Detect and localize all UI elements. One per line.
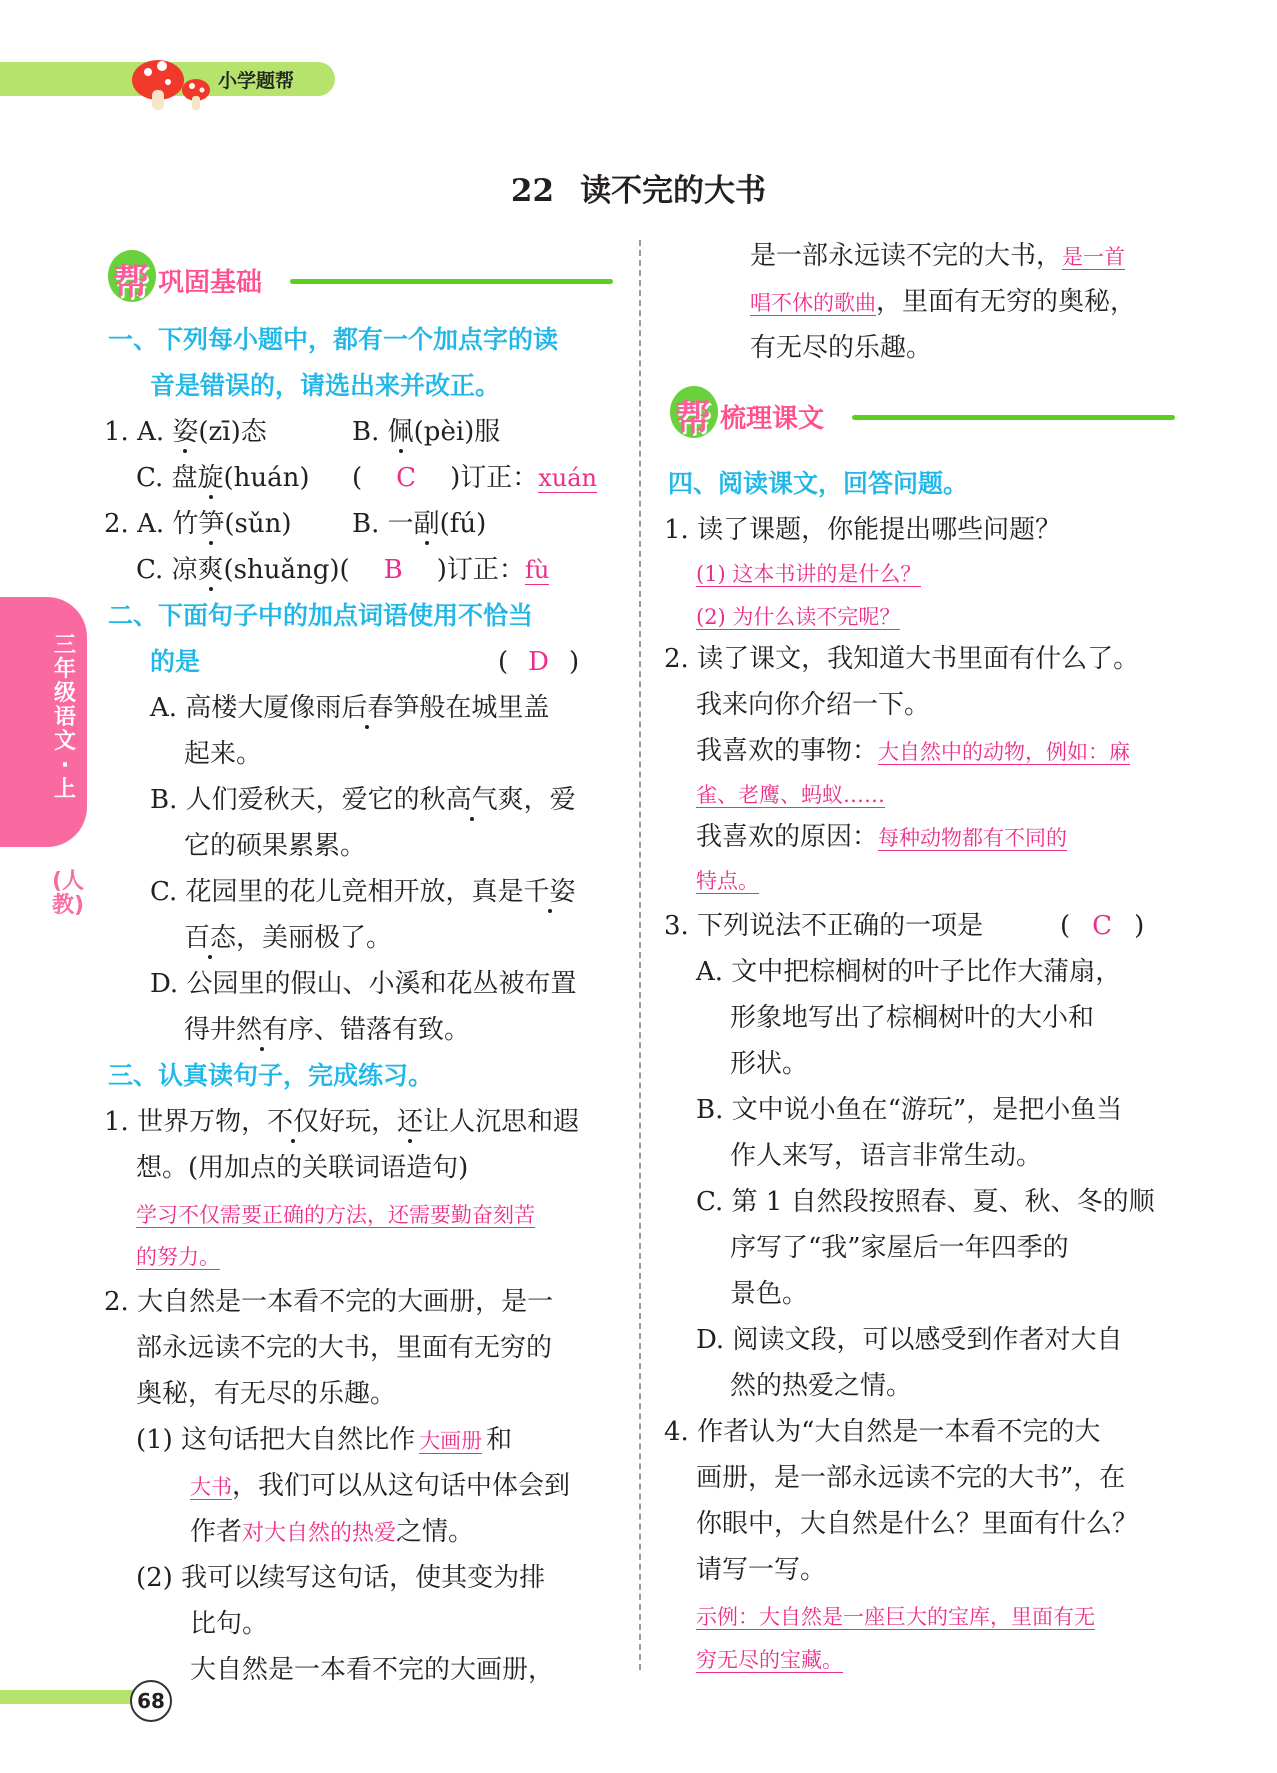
q3-2-1-line1: (1) 这句话把大自然比作 大画册 和	[136, 1425, 513, 1455]
q4-3-c1: C. 第 1 自然段按照春、夏、秋、冬的顺	[696, 1187, 1155, 1217]
q4-2-line2: 我来向你介绍一下。	[696, 690, 931, 720]
q4-2-like: 我喜欢的事物：大自然中的动物，例如：麻	[696, 736, 1131, 766]
q3-2-2-line3: 大自然是一本看不完的大画册，	[190, 1655, 555, 1685]
q4-2-like-cont: 雀、老鹰、蚂蚁……	[696, 783, 885, 807]
q3-2-line2: 部永远读不完的大书，里面有无穷的	[136, 1333, 553, 1363]
edition-label: (人教)	[52, 869, 85, 918]
q4-4-answer-2: 穷无尽的宝藏。	[696, 1648, 843, 1672]
section-badge-review: 帮 梳理课文	[670, 386, 1175, 436]
q4-3-answer: ( C )	[1060, 911, 1145, 941]
q2-heading-1: 二、下面句子中的加点词语使用不恰当	[108, 601, 534, 630]
cont-line1: 是一部永远读不完的大书，是一首	[750, 241, 1126, 271]
q4-1-answer-1: (1) 这本书讲的是什么？	[696, 562, 922, 586]
q1-1-c: C. 盘旋(huán)	[136, 463, 310, 493]
q4-4-line3: 你眼中，大自然是什么？里面有什么？	[696, 1509, 1139, 1539]
q4-3-a2: 形象地写出了棕榈树叶的大小和	[730, 1003, 1095, 1033]
q2-heading-2: 的是	[150, 647, 201, 676]
cont-line2: 唱不休的歌曲，里面有无穷的奥秘，	[750, 287, 1137, 317]
q2-option-a: A. 高楼大厦像雨后春笋般在城里盖	[150, 693, 550, 723]
q1-1-answer: ( C )订正：xuán	[352, 463, 597, 493]
q4-2-why: 我喜欢的原因：每种动物都有不同的	[696, 822, 1068, 852]
q3-2-1-line3: 作者对大自然的热爱之情。	[190, 1517, 475, 1547]
q4-1: 1. 读了课题，你能提出哪些问题？	[664, 515, 1062, 545]
q2-option-d-cont: 得井然有序、错落有致。	[184, 1015, 471, 1045]
q4-1-answer-2: (2) 为什么读不完呢？	[696, 605, 901, 629]
q3-2-1-line2: 大书，我们可以从这句话中体会到	[190, 1471, 571, 1501]
q3-heading: 三、认真读句子，完成练习。	[108, 1061, 434, 1090]
section-badge-basics: 帮 巩固基础	[108, 250, 613, 300]
footer-band	[0, 1690, 150, 1704]
q3-1-answer-2: 的努力。	[136, 1245, 220, 1269]
q3-1-line1: 1. 世界万物，不仅好玩，还让人沉思和遐	[104, 1107, 580, 1137]
q4-2-why-cont: 特点。	[696, 869, 759, 893]
q4-3-c3: 景色。	[730, 1279, 809, 1309]
q4-3-b1: B. 文中说小鱼在“游玩”，是把小鱼当	[696, 1095, 1123, 1125]
q1-2-b: B. 一副(fú)	[352, 509, 487, 539]
q4-3-d1: D. 阅读文段，可以感受到作者对大自	[696, 1325, 1123, 1355]
q1-heading-1: 一、下列每小题中，都有一个加点字的读	[108, 325, 559, 354]
q4-3-line1: 3. 下列说法不正确的一项是	[664, 911, 984, 941]
header-label: 小学题帮	[218, 70, 295, 92]
q4-heading: 四、阅读课文，回答问题。	[668, 469, 969, 498]
q3-2-2-line1: (2) 我可以续写这句话，使其变为排	[136, 1563, 546, 1593]
q2-option-d: D. 公园里的假山、小溪和花丛被布置	[150, 969, 577, 999]
q3-1-line2: 想。(用加点的关联词语造句)	[136, 1153, 469, 1183]
mushroom-icon	[130, 52, 220, 112]
q2-answer: ( D )	[498, 647, 580, 677]
q2-option-b-cont: 它的硕果累累。	[184, 831, 367, 861]
q1-2-c: C. 凉爽(shuǎng)( B )订正：fù	[136, 555, 550, 585]
q2-option-c: C. 花园里的花儿竞相开放，真是千姿	[150, 877, 576, 907]
cont-line3: 有无尽的乐趣。	[750, 333, 933, 363]
q4-3-d2: 然的热爱之情。	[730, 1371, 913, 1401]
column-divider	[639, 240, 641, 1670]
q2-option-a-cont: 起来。	[184, 739, 263, 769]
q4-2-line1: 2. 读了课文，我知道大书里面有什么了。	[664, 644, 1140, 674]
q4-4-line2: 画册，是一部永远读不完的大书”，在	[696, 1463, 1126, 1493]
q4-4-line1: 4. 作者认为“大自然是一本看不完的大	[664, 1417, 1101, 1447]
page-number: 68	[130, 1680, 172, 1722]
q4-3-a3: 形状。	[730, 1049, 809, 1079]
q3-1-answer-1: 学习不仅需要正确的方法，还需要勤奋刻苦	[136, 1203, 535, 1227]
q1-1-b: B. 佩(pèi)服	[352, 417, 501, 447]
q2-option-b: B. 人们爱秋天，爱它的秋高气爽，爱	[150, 785, 576, 815]
q3-2-line3: 奥秘，有无尽的乐趣。	[136, 1379, 397, 1409]
q4-4-line4: 请写一写。	[696, 1555, 827, 1585]
q4-3-c2: 序写了“我”家屋后一年四季的	[730, 1233, 1069, 1263]
q4-3-a1: A. 文中把棕榈树的叶子比作大蒲扇，	[696, 957, 1122, 987]
page-title: 22 读不完的大书	[510, 173, 767, 209]
q2-option-c-cont: 百态，美丽极了。	[184, 923, 393, 953]
q3-2-line1: 2. 大自然是一本看不完的大画册，是一	[104, 1287, 554, 1317]
q3-2-2-line2: 比句。	[190, 1609, 269, 1639]
grade-label: 三年级语文·上	[53, 633, 76, 802]
q1-1-a: 1. A. 姿(zī)态	[104, 417, 267, 447]
q1-2-a: 2. A. 竹笋(sǔn)	[104, 509, 292, 539]
q1-heading-2: 音是错误的，请选出来并改正。	[150, 371, 501, 400]
q4-3-b2: 作人来写，语言非常生动。	[730, 1141, 1043, 1171]
q4-4-answer-1: 示例：大自然是一座巨大的宝库，里面有无	[696, 1605, 1095, 1629]
